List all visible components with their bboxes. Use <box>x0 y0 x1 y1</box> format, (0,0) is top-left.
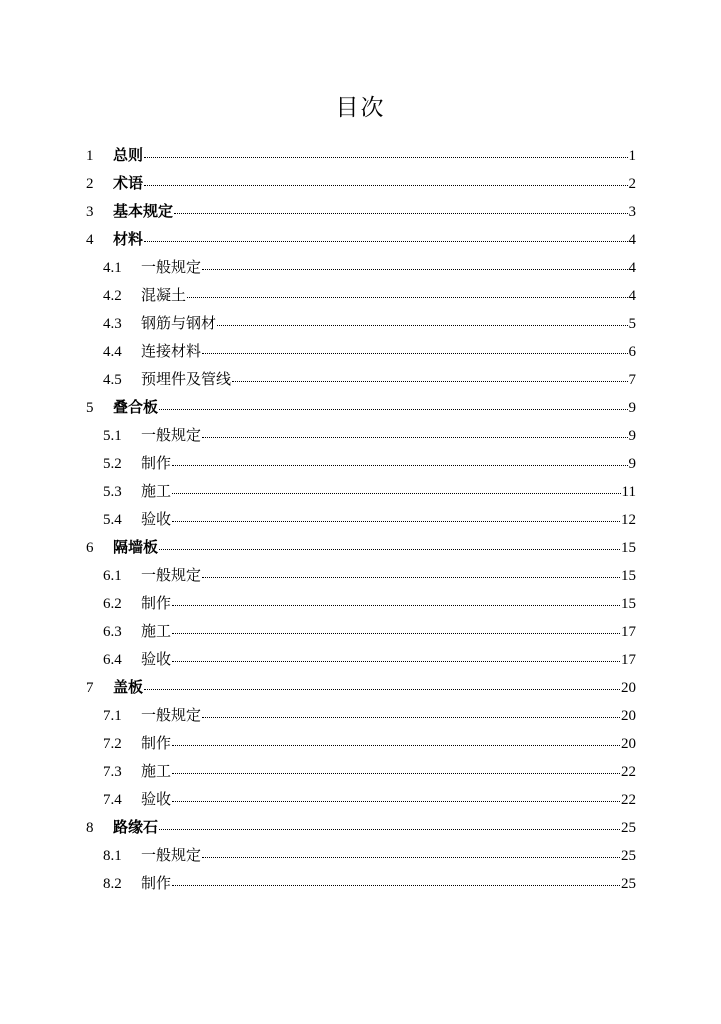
toc-page-number: 4 <box>628 232 636 248</box>
toc-entry-number: 7.2 <box>103 736 122 752</box>
toc-entry-title: 施工 <box>141 622 172 640</box>
toc-page-number: 22 <box>621 764 636 780</box>
toc-section-entry[interactable] <box>86 337 636 365</box>
toc-section-entry[interactable] <box>86 645 636 673</box>
toc-page-number: 17 <box>621 652 636 668</box>
toc-dot-leader <box>172 661 620 662</box>
toc-entry-title: 术语 <box>113 174 144 192</box>
toc-entry-number: 8 <box>86 820 94 836</box>
toc-page-number: 5 <box>628 316 636 332</box>
toc-entry-number: 6 <box>86 540 94 556</box>
toc-section-entry[interactable] <box>86 281 636 309</box>
toc-dot-leader <box>172 493 621 494</box>
toc-entry-number: 5.3 <box>103 484 122 500</box>
toc-entry-title: 制作 <box>141 594 172 612</box>
toc-entry-title: 验收 <box>141 790 172 808</box>
toc-entry-number: 6.3 <box>103 624 122 640</box>
toc-section-entry[interactable] <box>86 785 636 813</box>
toc-chapter-entry[interactable] <box>86 533 636 561</box>
toc-section-entry[interactable] <box>86 561 636 589</box>
toc-dot-leader <box>159 549 620 550</box>
toc-section-entry[interactable] <box>86 505 636 533</box>
toc-section-entry[interactable] <box>86 365 636 393</box>
toc-entry-title: 一般规定 <box>141 258 202 276</box>
toc-page-number: 9 <box>628 400 636 416</box>
toc-page-number: 9 <box>628 428 636 444</box>
toc-chapter-entry[interactable] <box>86 141 636 169</box>
toc-dot-leader <box>172 885 620 886</box>
toc-page-number: 3 <box>628 204 636 220</box>
toc-entry-title: 验收 <box>141 650 172 668</box>
toc-dot-leader <box>172 773 620 774</box>
toc-entry-title: 一般规定 <box>141 566 202 584</box>
toc-entry-number: 7 <box>86 680 94 696</box>
toc-dot-leader <box>202 437 627 438</box>
toc-entry-title: 叠合板 <box>113 398 159 416</box>
toc-section-entry[interactable] <box>86 869 636 897</box>
toc-entry-title: 一般规定 <box>141 846 202 864</box>
toc-dot-leader <box>159 829 620 830</box>
toc-dot-leader <box>144 689 620 690</box>
toc-page-number: 4 <box>628 260 636 276</box>
toc-section-entry[interactable] <box>86 701 636 729</box>
toc-page-number: 1 <box>628 148 636 164</box>
toc-entry-number: 5 <box>86 400 94 416</box>
toc-dot-leader <box>217 325 627 326</box>
toc-entry-number: 4.5 <box>103 372 122 388</box>
toc-entry-number: 4.1 <box>103 260 122 276</box>
toc-chapter-entry[interactable] <box>86 169 636 197</box>
toc-page-number: 17 <box>621 624 636 640</box>
toc-dot-leader <box>172 745 620 746</box>
toc-entry-number: 5.4 <box>103 512 122 528</box>
toc-entry-title: 施工 <box>141 482 172 500</box>
toc-entry-number: 7.1 <box>103 708 122 724</box>
toc-entry-number: 3 <box>86 204 94 220</box>
toc-dot-leader <box>202 857 620 858</box>
toc-dot-leader <box>144 157 627 158</box>
toc-page-number: 20 <box>621 708 636 724</box>
toc-dot-leader <box>172 605 620 606</box>
toc-section-entry[interactable] <box>86 617 636 645</box>
toc-entry-title: 材料 <box>113 230 144 248</box>
toc-entry-title: 预埋件及管线 <box>141 370 232 388</box>
toc-page-number: 15 <box>621 568 636 584</box>
toc-page-number: 7 <box>628 372 636 388</box>
toc-page-number: 4 <box>628 288 636 304</box>
toc-section-entry[interactable] <box>86 589 636 617</box>
toc-entry-title: 混凝土 <box>141 286 187 304</box>
toc-chapter-entry[interactable] <box>86 813 636 841</box>
toc-entry-title: 基本规定 <box>113 202 174 220</box>
toc-dot-leader <box>172 633 620 634</box>
toc-page-number: 9 <box>628 456 636 472</box>
toc-chapter-entry[interactable] <box>86 197 636 225</box>
toc-chapter-entry[interactable] <box>86 673 636 701</box>
toc-page-number: 22 <box>621 792 636 808</box>
toc-chapter-entry[interactable] <box>86 225 636 253</box>
toc-entry-number: 4.3 <box>103 316 122 332</box>
toc-entry-number: 8.1 <box>103 848 122 864</box>
toc-entry-number: 6.2 <box>103 596 122 612</box>
toc-chapter-entry[interactable] <box>86 393 636 421</box>
toc-entry-title: 路缘石 <box>113 818 159 836</box>
toc-entry-number: 7.3 <box>103 764 122 780</box>
toc-page-number: 6 <box>628 344 636 360</box>
toc-section-entry[interactable] <box>86 421 636 449</box>
toc-entry-number: 6.1 <box>103 568 122 584</box>
toc-entry-title: 总则 <box>113 146 144 164</box>
toc-section-entry[interactable] <box>86 729 636 757</box>
toc-dot-leader <box>202 577 620 578</box>
toc-dot-leader <box>187 297 627 298</box>
toc-dot-leader <box>232 381 627 382</box>
toc-entry-number: 6.4 <box>103 652 122 668</box>
page-title: 目次 <box>335 95 386 121</box>
toc-entry-number: 4.4 <box>103 344 122 360</box>
toc-dot-leader <box>174 213 627 214</box>
toc-dot-leader <box>172 801 620 802</box>
toc-dot-leader <box>202 353 627 354</box>
toc-entry-title: 隔墙板 <box>113 538 159 556</box>
toc-entry-number: 1 <box>86 148 94 164</box>
toc-entry-title: 连接材料 <box>141 342 202 360</box>
toc-dot-leader <box>202 269 627 270</box>
toc-section-entry[interactable] <box>86 477 636 505</box>
toc-page-number: 11 <box>621 484 636 500</box>
toc-section-entry[interactable] <box>86 253 636 281</box>
toc-entry-title: 制作 <box>141 734 172 752</box>
toc-dot-leader <box>202 717 620 718</box>
toc-entry-number: 5.1 <box>103 428 122 444</box>
toc-page-number: 15 <box>621 540 636 556</box>
toc-dot-leader <box>172 521 620 522</box>
toc-dot-leader <box>159 409 627 410</box>
toc-entry-title: 盖板 <box>113 678 144 696</box>
toc-section-entry[interactable] <box>86 841 636 869</box>
toc-dot-leader <box>144 185 627 186</box>
toc-entry-number: 8.2 <box>103 876 122 892</box>
toc-entry-title: 施工 <box>141 762 172 780</box>
toc-page-number: 25 <box>621 820 636 836</box>
toc-page-number: 20 <box>621 736 636 752</box>
toc-entry-number: 4 <box>86 232 94 248</box>
toc-entry-number: 5.2 <box>103 456 122 472</box>
toc-page-number: 12 <box>621 512 636 528</box>
toc-section-entry[interactable] <box>86 449 636 477</box>
toc-entry-title: 制作 <box>141 454 172 472</box>
toc-page-number: 20 <box>621 680 636 696</box>
toc-entry-title: 钢筋与钢材 <box>141 314 217 332</box>
toc-entry-number: 7.4 <box>103 792 122 808</box>
table-of-contents <box>86 141 636 897</box>
toc-entry-number: 4.2 <box>103 288 122 304</box>
toc-dot-leader <box>144 241 627 242</box>
toc-page-number: 25 <box>621 876 636 892</box>
toc-section-entry[interactable] <box>86 757 636 785</box>
toc-dot-leader <box>172 465 627 466</box>
toc-entry-title: 制作 <box>141 874 172 892</box>
toc-entry-title: 一般规定 <box>141 706 202 724</box>
toc-page-number: 25 <box>621 848 636 864</box>
toc-section-entry[interactable] <box>86 309 636 337</box>
toc-entry-number: 2 <box>86 176 94 192</box>
toc-page-number: 2 <box>628 176 636 192</box>
toc-entry-title: 一般规定 <box>141 426 202 444</box>
toc-page-number: 15 <box>621 596 636 612</box>
toc-entry-title: 验收 <box>141 510 172 528</box>
